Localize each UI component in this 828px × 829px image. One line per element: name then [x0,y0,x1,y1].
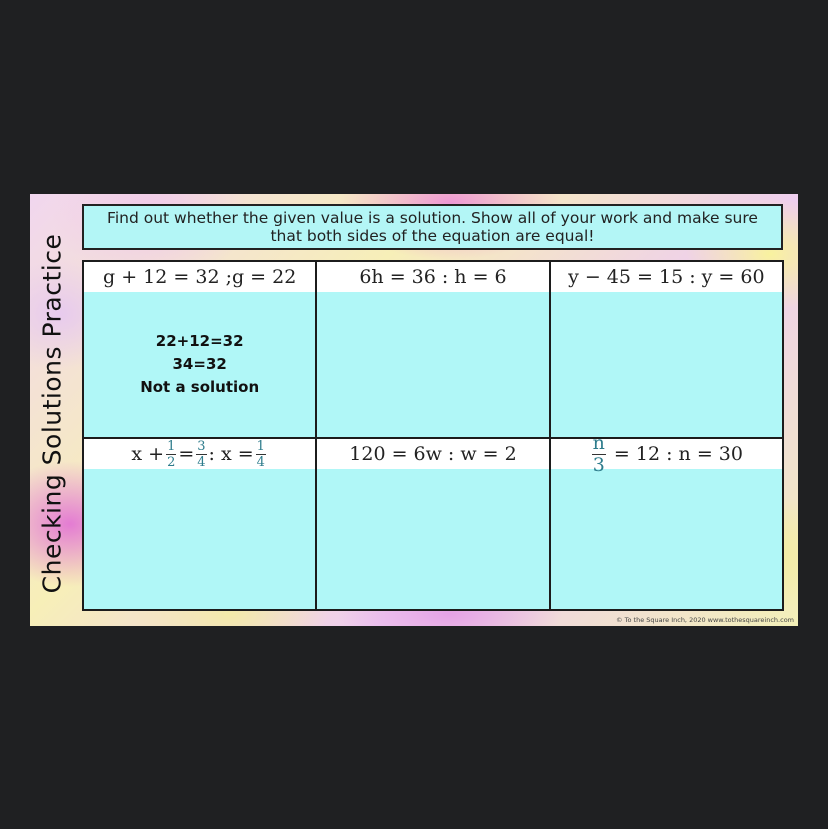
work-area[interactable] [84,330,315,399]
problem-cell-4[interactable] [84,439,315,609]
problem-cell-6[interactable] [551,439,782,609]
problem-equation: y − 45 = 15 : y = 60 [551,262,782,292]
instructions-text: Find out whether the given value is a solution. Show all of your work and make sure that both sides of the equation are equal! [107,209,758,245]
problem-equation: 120 = 6w : w = 2 [317,439,548,469]
fraction: $\frac{n}{3}$ [592,439,606,475]
work-line: Not a solution [140,378,260,396]
fraction: $\frac{1}{2}$ [167,439,176,470]
copyright-text: © To the Square Inch, 2020 www.tothesquareinch.com [616,616,794,624]
problem-cell-5[interactable] [317,439,548,609]
side-title-text: Checking Solutions Practice [37,233,67,593]
problem-cell-3[interactable] [551,262,782,437]
work-line: 22+12=32 [155,332,244,350]
work-line: 34=32 [172,355,227,373]
instructions-box [82,204,783,250]
problem-equation: $\frac{n}{3}$ = 12 : n = 30 [551,439,782,469]
problem-cell-1 [84,262,315,437]
side-title [34,218,70,608]
problem-cell-2[interactable] [317,262,548,437]
fraction: $\frac{3}{4}$ [197,439,206,470]
problem-equation: g + 12 = 32 ;g = 22 [84,262,315,292]
fraction: $\frac{1}{4}$ [256,439,265,470]
problem-equation: x + $\frac{1}{2}$ = $\frac{3}{4}$ : x = $\frac{1}{4}$ [84,439,315,469]
problem-equation: 6h = 36 : h = 6 [317,262,548,292]
slide [30,194,798,626]
problems-grid [82,260,784,611]
